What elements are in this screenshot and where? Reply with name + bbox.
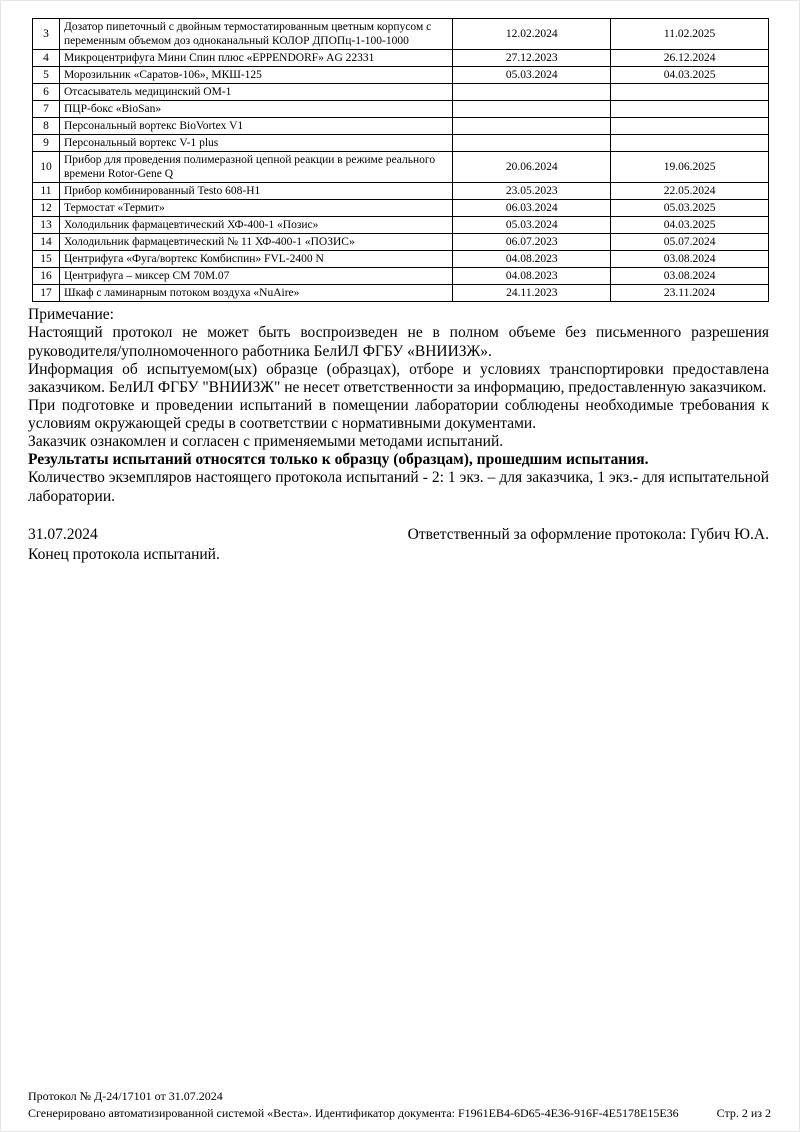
table-row (33, 285, 769, 302)
signature-responsible: Ответственный за оформление протокола: Губич Ю.А. (407, 525, 769, 543)
table-row (33, 200, 769, 217)
cell-name: Отсасыватель медицинский ОМ-1 (59, 84, 452, 101)
cell-name: Прибор для проведения полимеразной цепной реакции в режиме реального времени Rotor-Gene Q (59, 152, 452, 183)
cell-date1 (453, 84, 611, 101)
table-row (33, 67, 769, 84)
table-row (33, 152, 769, 183)
table-row (33, 84, 769, 101)
cell-date1 (453, 118, 611, 135)
cell-date2: 05.03.2025 (611, 200, 769, 217)
cell-name: ПЦР-бокс «BioSan» (59, 101, 452, 118)
footer-generated-id: Сгенерировано автоматизированной системой «Веста». Идентификатор документа: F1961EB4-6D65-4E36-916F-4E5178E15E36 (28, 1106, 679, 1120)
cell-num: 12 (33, 200, 60, 217)
cell-date1: 05.03.2024 (453, 217, 611, 234)
footer-line2 (28, 1106, 771, 1121)
equipment-table (32, 18, 769, 302)
cell-name: Персональный вортекс V-1 plus (59, 135, 452, 152)
cell-date2: 03.08.2024 (611, 268, 769, 285)
cell-num: 4 (33, 50, 60, 67)
signature-date: 31.07.2024 (28, 525, 98, 543)
notes-heading: Примечание: (28, 306, 114, 324)
table-row (33, 135, 769, 152)
cell-num: 3 (33, 19, 60, 50)
cell-date2 (611, 135, 769, 152)
cell-date1: 04.08.2023 (453, 251, 611, 268)
cell-name: Морозильник «Саратов-106», МКШ-125 (59, 67, 452, 84)
page-footer (28, 1089, 771, 1121)
cell-name: Микроцентрифуга Мини Спин плюс «EPPENDORF» AG 22331 (59, 50, 452, 67)
cell-date1: 06.03.2024 (453, 200, 611, 217)
cell-date1: 24.11.2023 (453, 285, 611, 302)
cell-name: Прибор комбинированный Testo 608-H1 (59, 183, 452, 200)
table-row (33, 19, 769, 50)
note-paragraph-reproduction: Настоящий протокол не может быть воспроизведен не в полном объеме без письменного разрешения руководителя/уполномоченного работника БелИЛ ФГБУ «ВНИИЗЖ». (28, 324, 769, 360)
table-row (33, 251, 769, 268)
cell-num: 13 (33, 217, 60, 234)
notes-section (28, 306, 769, 505)
cell-date1 (453, 135, 611, 152)
cell-name: Холодильник фармацевтический № 11 ХФ-400-1 «ПОЗИС» (59, 234, 452, 251)
cell-name: Центрифуга – миксер СМ 70М.07 (59, 268, 452, 285)
cell-date2 (611, 101, 769, 118)
table-row (33, 118, 769, 135)
cell-date2 (611, 84, 769, 101)
cell-name: Холодильник фармацевтический ХФ-400-1 «Позис» (59, 217, 452, 234)
cell-date2: 04.03.2025 (611, 217, 769, 234)
cell-num: 14 (33, 234, 60, 251)
cell-date2: 04.03.2025 (611, 67, 769, 84)
cell-num: 11 (33, 183, 60, 200)
cell-num: 6 (33, 84, 60, 101)
equipment-table-body (33, 19, 769, 302)
table-row (33, 234, 769, 251)
end-of-protocol: Конец протокола испытаний. (28, 545, 220, 563)
cell-date1: 04.08.2023 (453, 268, 611, 285)
table-row (33, 183, 769, 200)
cell-num: 16 (33, 268, 60, 285)
cell-num: 9 (33, 135, 60, 152)
cell-date2: 11.02.2025 (611, 19, 769, 50)
cell-date2: 03.08.2024 (611, 251, 769, 268)
table-row (33, 217, 769, 234)
cell-name: Шкаф с ламинарным потоком воздуха «NuAire» (59, 285, 452, 302)
cell-date2: 19.06.2025 (611, 152, 769, 183)
footer-protocol-number: Протокол № Д-24/17101 от 31.07.2024 (28, 1089, 223, 1103)
footer-page-number: Стр. 2 из 2 (716, 1106, 771, 1120)
note-paragraph-sample-info: Информация об испытуемом(ых) образце (образцах), отборе и условиях транспортировки предоставлена заказчиком. БелИЛ ФГБУ "ВНИИЗЖ" не несет ответственности за информацию, предоставленную заказчиком. (28, 360, 769, 396)
table-row (33, 50, 769, 67)
cell-date2: 05.07.2024 (611, 234, 769, 251)
cell-name: Дозатор пипеточный с двойным термостатированным цветным корпусом с переменным объемом доз одноканальный КОЛОР ДПОПц-1-100-1000 (59, 19, 452, 50)
note-paragraph-results-bold: Результаты испытаний относятся только к образцу (образцам), прошедшим испытания. (28, 451, 649, 469)
signature-row (28, 526, 769, 544)
note-paragraph-environment: При подготовке и проведении испытаний в помещении лаборатории соблюдены необходимые требования к условиям окружающей среды в соответствии с нормативными документами. (28, 396, 769, 433)
cell-date1: 23.05.2023 (453, 183, 611, 200)
cell-num: 17 (33, 285, 60, 302)
note-paragraph-customer-agreement: Заказчик ознакомлен и согласен с применяемыми методами испытаний. (28, 433, 504, 451)
cell-date1 (453, 101, 611, 118)
cell-name: Термостат «Термит» (59, 200, 452, 217)
cell-date2 (611, 118, 769, 135)
cell-num: 5 (33, 67, 60, 84)
table-row (33, 101, 769, 118)
cell-num: 10 (33, 152, 60, 183)
cell-num: 7 (33, 101, 60, 118)
cell-date2: 23.11.2024 (611, 285, 769, 302)
cell-date1: 12.02.2024 (453, 19, 611, 50)
cell-name: Центрифуга «Фуга/вортекс Комбиспин» FVL-2400 N (59, 251, 452, 268)
cell-name: Персональный вортекс BioVortex V1 (59, 118, 452, 135)
cell-date2: 26.12.2024 (611, 50, 769, 67)
table-row (33, 268, 769, 285)
cell-date1: 20.06.2024 (453, 152, 611, 183)
cell-date2: 22.05.2024 (611, 183, 769, 200)
cell-date1: 06.07.2023 (453, 234, 611, 251)
note-paragraph-copies: Количество экземпляров настоящего протокола испытаний - 2: 1 экз. – для заказчика, 1 экз.- для испытательной лаборатории. (28, 469, 769, 505)
cell-num: 15 (33, 251, 60, 268)
cell-date1: 05.03.2024 (453, 67, 611, 84)
cell-num: 8 (33, 118, 60, 135)
cell-date1: 27.12.2023 (453, 50, 611, 67)
